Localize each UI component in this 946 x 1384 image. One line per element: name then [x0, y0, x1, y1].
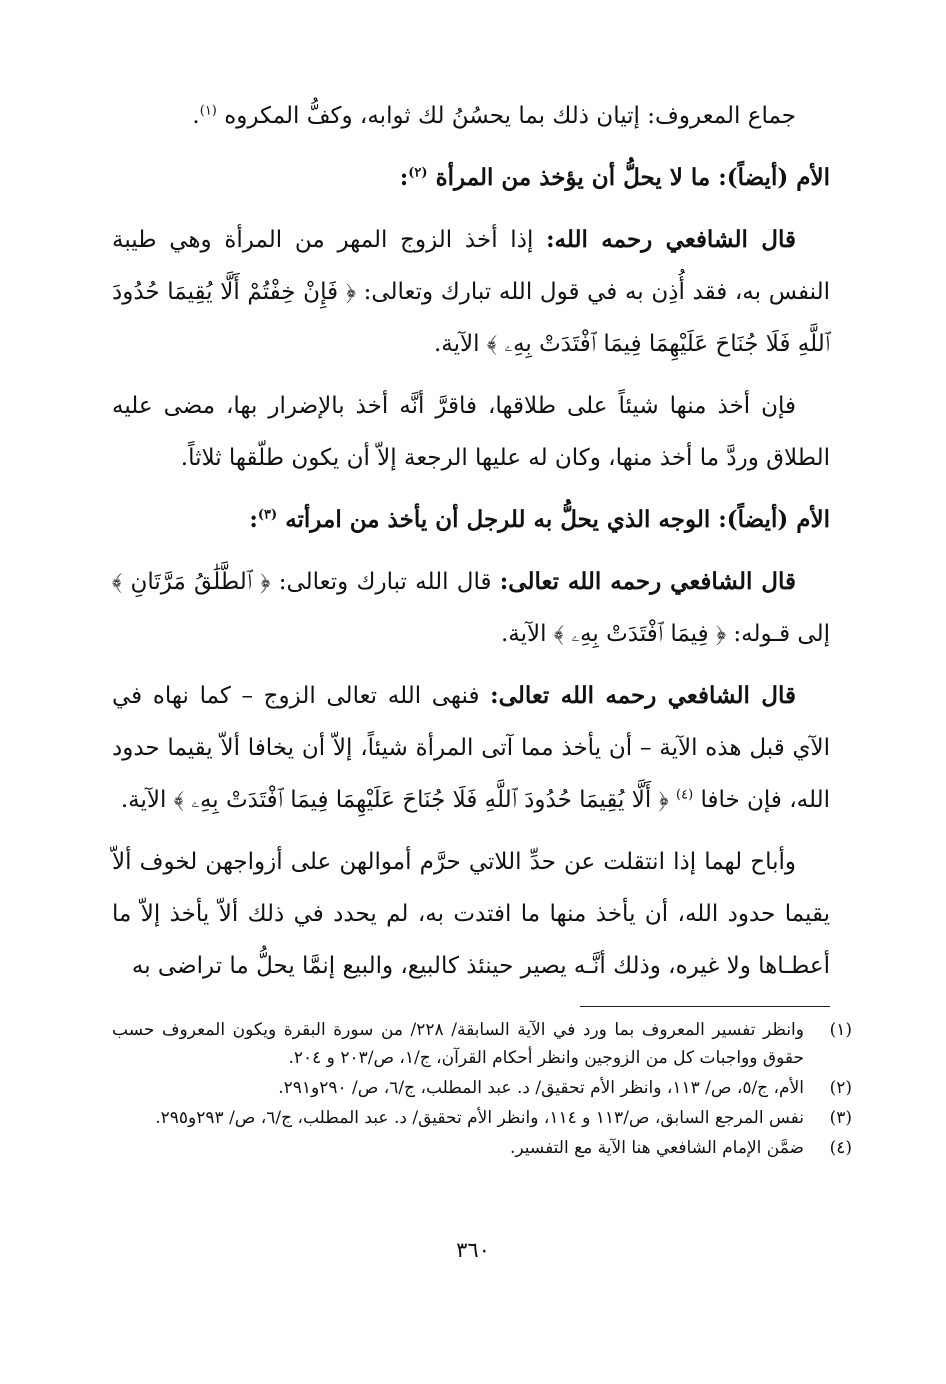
paragraph-2-lead: قال الشافعي رحمه الله:: [546, 226, 796, 253]
paragraph-5-text-b: ﴿ أَلَّا يُقِيمَا حُدُودَ ٱللَّهِ فَلَا جُنَاحَ عَلَيْهِمَا فِيمَا ٱفْتَدَتْ بِهِۦ ﴾ الآية.: [120, 787, 669, 813]
footnote-ref-2: (٢): [408, 165, 428, 181]
footnote-text: نفس المرجع السابق، ص/١١٣ و ١١٤، وانظر الأم تحقيق/ د. عبد المطلب، ج/٦، ص/ ٢٩٣و٢٩٥.: [155, 1108, 804, 1128]
footnote-number: (٣): [829, 1108, 852, 1128]
main-text: [112, 90, 830, 1002]
footnote-item: [112, 1134, 852, 1162]
footnote-ref-3: (٣): [257, 507, 278, 523]
paragraph-3: [112, 380, 830, 484]
footnote-number: (٤): [829, 1138, 852, 1158]
paragraph-5: [112, 670, 830, 826]
paragraph-4-lead: قال الشافعي رحمه الله تعالى:: [499, 568, 797, 595]
section-heading-2-end: :: [249, 506, 258, 533]
section-heading-2: [112, 494, 830, 546]
footnote-number: (٢): [829, 1078, 852, 1098]
paragraph-5-text-a: فنهى الله تعالى الزوج – كما نهاه في الآي قبل هذه الآية – أن يأخذ مما آتى المرأة شيئاً، إلاّ أن يخافا ألاّ يقيما حدود الله، فإن خافا: [112, 683, 830, 813]
footnotes: [112, 1016, 852, 1164]
paragraph-1-end: .: [192, 103, 200, 129]
footnote-item: [112, 1074, 852, 1102]
paragraph-6: [112, 836, 830, 992]
footnote-item: [112, 1104, 852, 1132]
section-heading-2-text: الأم (أيضاً): الوجه الذي يحلُّ به للرجل أن يأخذ من امرأته: [285, 506, 830, 533]
footnote-text: الأم، ج/٥، ص/ ١١٣، وانظر الأم تحقيق/ د. عبد المطلب، ج/٦، ص/ ٢٩٠و٢٩١.: [278, 1078, 804, 1098]
paragraph-3-text: فإن أخذ منها شيئاً على طلاقها، فاقرَّ أنَّه أخذ بالإضرار بها، مضى عليه الطلاق وردَّ ما أخذ منها، وكان له عليها الرجعة إلاّ أن يكون طلّقها ثلاثاً.: [112, 393, 830, 471]
footnote-text: ضمَّن الإمام الشافعي هنا الآية مع التفسير.: [509, 1138, 804, 1158]
section-heading-1: [112, 152, 830, 204]
footnote-text: وانظر تفسير المعروف بما ورد في الآية السابقة/ ٢٢٨/ من سورة البقرة ويكون المعروف حسب حقوق وواجبات كل من الزوجين وانظر أحكام القرآن، ج/١، ص/٢٠٣ و ٢٠٤.: [112, 1020, 804, 1068]
footnote-item: [112, 1016, 852, 1072]
paragraph-2: [112, 214, 830, 370]
paragraph-6-text: وأباح لهما إذا انتقلت عن حدِّ اللاتي حرَّم أموالهن على أزواجهن لخوف ألاّ يقيما حدود الله، أن يأخذ منها ما افتدت به، لم يحدد في ذلك ألاّ يأخذ إلاّ ما أعطـاها ولا غيره، وذلك أنَّـه يصير حينئذ كالبيع، والبيع إنمَّا يحلُّ ما تراضى به: [112, 849, 830, 979]
paragraph-4: [112, 556, 830, 660]
footnote-divider: [580, 1006, 830, 1007]
paragraph-1: [112, 90, 830, 142]
footnote-number: (١): [829, 1020, 852, 1040]
footnote-ref-4: (٤): [676, 787, 694, 803]
paragraph-5-lead: قال الشافعي رحمه الله تعالى:: [490, 682, 797, 709]
paragraph-1-text: جماع المعروف: إتيان ذلك بما يحسُنُ لك ثوابه، وكفُّ المكروه: [224, 103, 796, 129]
paragraph-2-text: إذا أخذ الزوج المهر من المرأة وهي طيبة النفس به، فقد أُذِن به في قول الله تبارك وتعالى: ﴿ فَإِنْ خِفْتُمْ أَلَّا يُقِيمَا حُدُودَ ٱللَّهِ فَلَا جُنَاحَ عَلَيْهِمَا فِيمَا ٱفْتَدَتْ بِهِۦ ﴾ الآية.: [112, 227, 830, 357]
section-heading-1-text: الأم (أيضاً): ما لا يحلُّ أن يؤخذ من المرأة: [435, 164, 830, 191]
paragraph-4-text: قال الله تبارك وتعالى: ﴿ ٱلطَّلَٰقُ مَرَّتَانِ ﴾ إلى قـوله: ﴿ فِيمَا ٱفْتَدَتْ بِهِۦ ﴾ الآية.: [112, 569, 830, 647]
page-number: ٣٦٠: [456, 1238, 490, 1262]
section-heading-1-end: :: [399, 164, 409, 191]
footnote-ref-1: (١): [199, 103, 217, 119]
